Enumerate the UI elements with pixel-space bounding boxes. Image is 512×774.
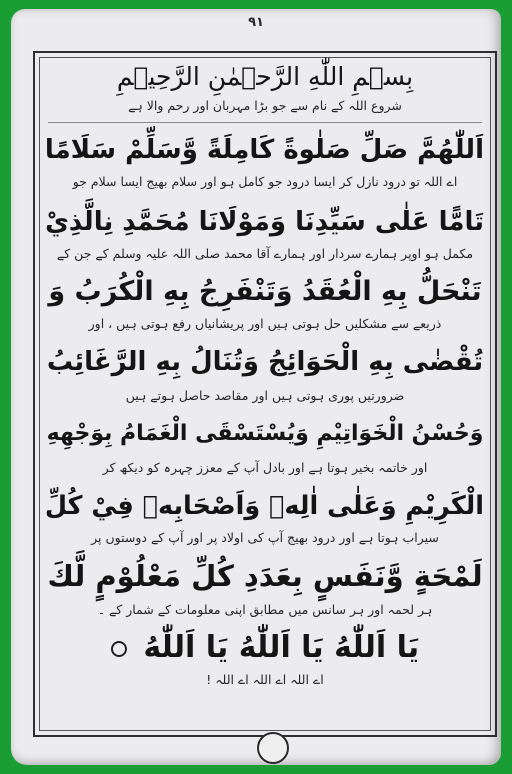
urdu-line-5: اور خاتمہ بخیر ہوتا ہے اور بادل آپ کے معزز چہرہ کو دیکھ کر [102,460,428,475]
urdu-line-6: سیراب ہوتا ہے اور درود بھیج آپ کی اولاد پر اور آپ کے دوستوں پر [91,530,439,545]
arabic-line-4: تُقْضٰى بِهِ الْحَوَائِجُ وَتُنَالُ بِهِ الرَّغَائِبُ [46,347,484,377]
book-page [11,9,501,765]
divider [48,122,482,123]
arabic-line-6: الْكَرِيْمِ وَعَلٰى اٰلِهٖ وَاَصْحَابِهٖ فِيْ كُلِّ [44,491,484,521]
urdu-line-7: ہر لحمہ اور ہر سانس میں مطابق اپنی معلومات کے شمار کے ۔ [97,602,433,617]
basmala-translation: شروع اللہ کے نام سے جو بڑا مہربان اور رحم والا ہے [128,98,402,113]
arabic-line-3: تَنْحَلُّ بِهِ الْعُقَدُ وَتَنْفَرِجُ بِهِ الْكُرَبُ وَ [48,276,482,307]
arabic-line-8-text: يَا اَللّٰهُ يَا اَللّٰهُ يَا اَللّٰهُ [143,630,420,665]
arabic-line-2: تَامًّا عَلٰى سَيِّدِنَا وَمَوْلَانَا مُحَمَّدِ نِالَّذِيْ [45,207,484,237]
arabic-line-8 [46,628,484,668]
arabic-line-7: لَمْحَةٍ وَّنَفَسٍ بِعَدَدِ كُلِّ مَعْلُوْمٍ لَّكَ [47,559,483,593]
urdu-line-8: اے اللہ اے اللہ اے اللہ ! [206,672,324,687]
basmala: بِسۡمِ اللّٰهِ الرَّحۡمٰنِ الرَّحِيۡمِ [116,62,414,91]
page-ornament-circle-icon [257,732,289,764]
verse-end-circle-icon [111,641,127,657]
page-number: ۹۱ [248,15,264,30]
arabic-line-5: وَحُسْنُ الْخَوَاتِيْمِ وَيُسْتَسْقَى الْغَمَامُ بِوَجْهِهِ [46,421,484,446]
urdu-line-4: ضرورتیں پوری ہوتی ہیں اور مقاصد حاصل ہوتے ہیں [125,388,405,403]
text-frame [33,51,497,737]
urdu-line-3: ذریعے سے مشکلیں حل ہوتی ہیں اور پریشانیاں رفع ہوتی ہیں ، اور [88,316,442,331]
arabic-line-1: اَللّٰهُمَّ صَلِّ صَلٰوةً كَامِلَةً وَّسَلِّمْ سَلَامًا [44,135,484,165]
urdu-line-2: مکمل ہو اوپر ہمارے سردار اور ہمارے آقا محمد صلی اللہ علیہ وسلم کے جن کے [56,246,474,261]
urdu-line-1: اے اللہ تو درود نازل کر ایسا درود جو کامل ہو اور سلام بھیج ایسا سلام جو [72,174,458,189]
text-frame-inner [39,57,491,731]
